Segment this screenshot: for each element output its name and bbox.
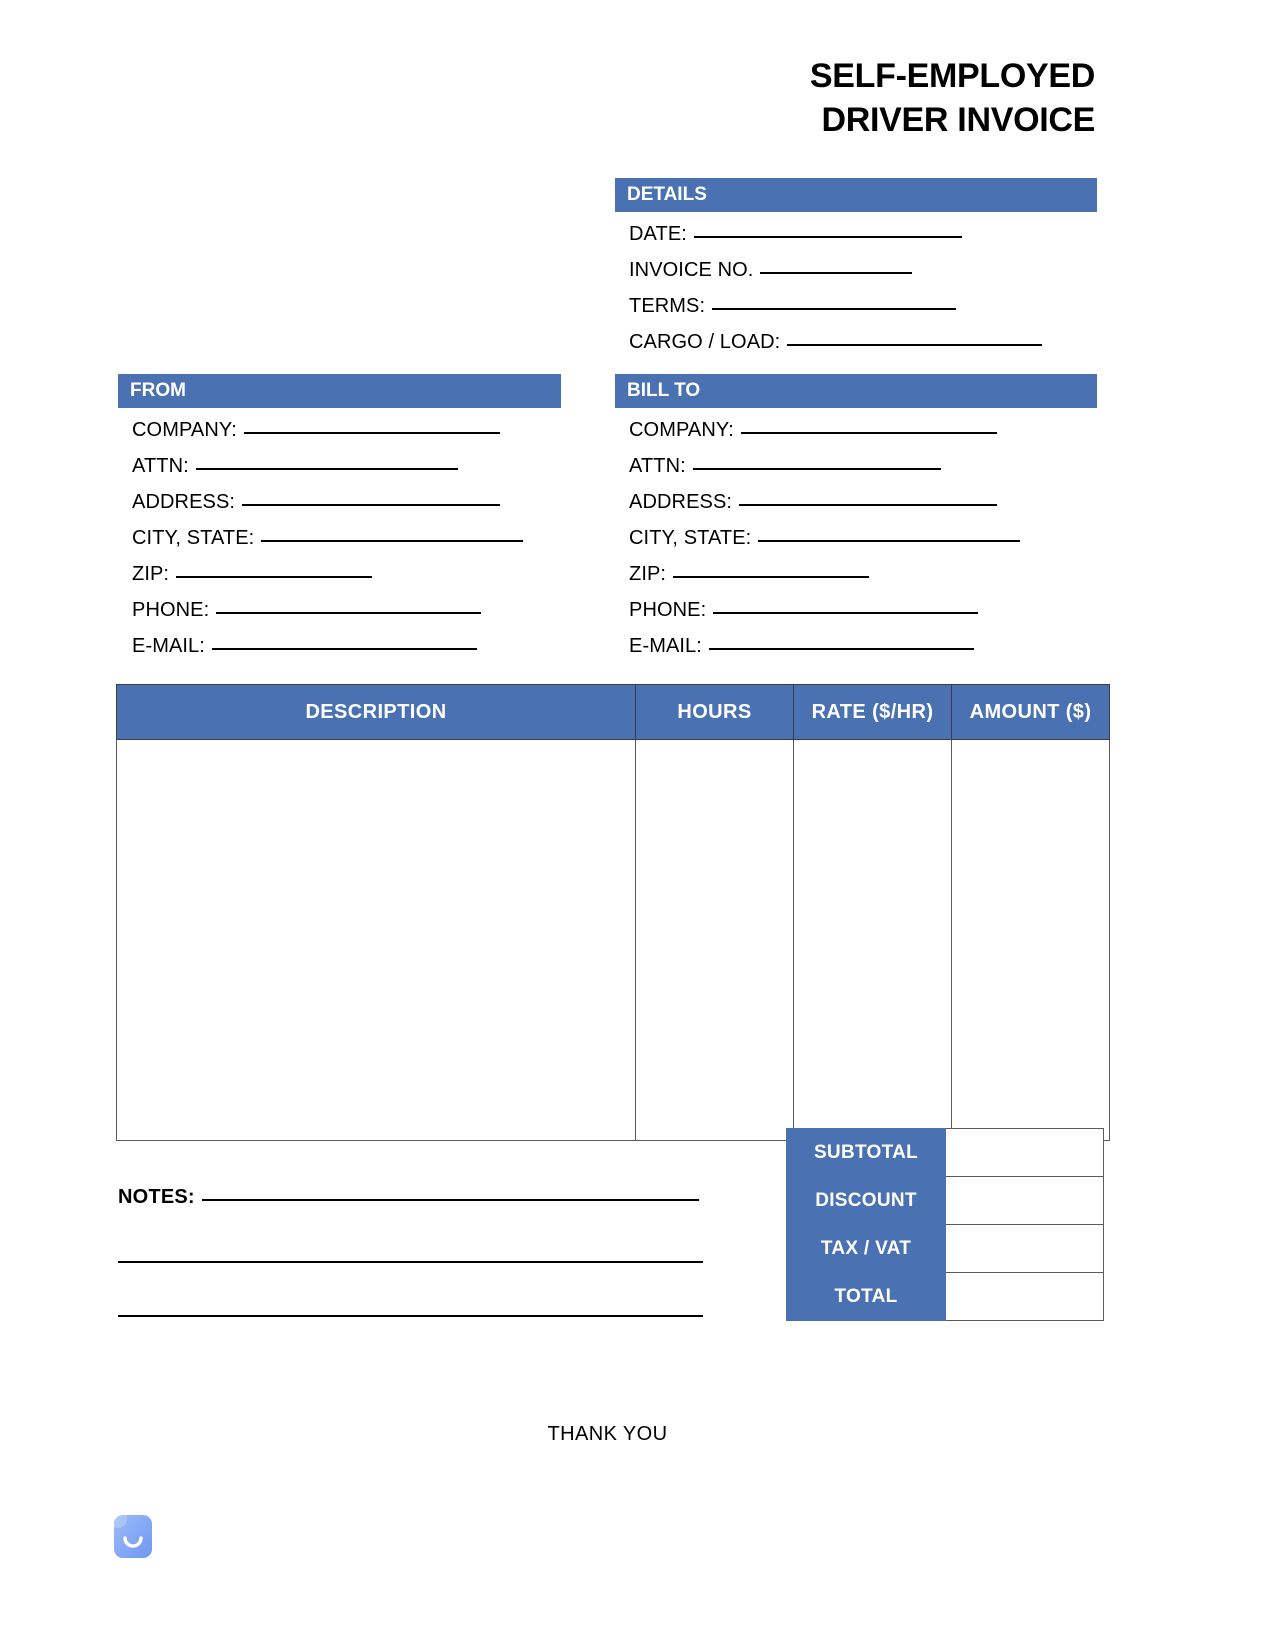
field-input-cargo-load[interactable] <box>787 344 1042 346</box>
bill-to-heading: BILL TO <box>615 374 1097 408</box>
line-items-entry-area <box>117 740 1110 1141</box>
bill-to-input-email[interactable] <box>709 648 974 650</box>
bill-to-field-phone <box>615 592 1097 628</box>
bill-to-label-zip: ZIP: <box>629 563 667 585</box>
line-items-table <box>116 684 1110 1141</box>
from-heading: FROM <box>118 374 561 408</box>
bill-to-label-email: E-MAIL: <box>629 635 702 657</box>
bill-to-input-attn[interactable] <box>693 468 941 470</box>
field-input-date[interactable] <box>694 236 962 238</box>
from-field-phone <box>118 592 561 628</box>
column-header-hours: HOURS <box>636 685 794 740</box>
field-terms <box>615 288 1097 324</box>
totals-label-discount: DISCOUNT <box>787 1177 946 1225</box>
cell-amount[interactable] <box>952 740 1110 1141</box>
field-invoice-no <box>615 252 1097 288</box>
cell-description[interactable] <box>117 740 636 1141</box>
totals-table <box>786 1128 1104 1321</box>
page-title <box>810 55 1095 142</box>
from-field-email <box>118 628 561 664</box>
line-items-header-row <box>117 685 1110 740</box>
notes-input-line-2[interactable] <box>118 1261 703 1263</box>
document-smile-logo-icon <box>112 1514 154 1560</box>
totals-label-tax-vat: TAX / VAT <box>787 1225 946 1273</box>
field-input-terms[interactable] <box>712 308 956 310</box>
from-field-city-state <box>118 520 561 556</box>
column-header-description: DESCRIPTION <box>117 685 636 740</box>
from-input-city-state[interactable] <box>261 540 523 542</box>
bill-to-input-phone[interactable] <box>713 612 978 614</box>
bill-to-input-zip[interactable] <box>673 576 869 578</box>
bill-to-section <box>615 374 1097 664</box>
column-header-rate: RATE ($/HR) <box>794 685 952 740</box>
from-section <box>118 374 561 664</box>
bill-to-input-city-state[interactable] <box>758 540 1020 542</box>
notes-label: NOTES: <box>118 1186 195 1208</box>
bill-to-label-company: COMPANY: <box>629 419 734 441</box>
totals-value-total[interactable] <box>946 1273 1104 1321</box>
bill-to-label-attn: ATTN: <box>629 455 686 477</box>
from-label-attn: ATTN: <box>132 455 189 477</box>
from-label-phone: PHONE: <box>132 599 210 621</box>
totals-row-tax-vat <box>787 1225 1104 1273</box>
from-label-address: ADDRESS: <box>132 491 236 513</box>
totals-row-discount <box>787 1177 1104 1225</box>
totals-label-subtotal: SUBTOTAL <box>787 1129 946 1177</box>
from-label-city-state: CITY, STATE: <box>132 527 255 549</box>
field-label-date: DATE: <box>629 223 687 245</box>
column-header-amount: AMOUNT ($) <box>952 685 1110 740</box>
notes-input-line-3[interactable] <box>118 1315 703 1317</box>
details-fields <box>615 216 1097 360</box>
bill-to-field-zip <box>615 556 1097 592</box>
from-label-zip: ZIP: <box>132 563 170 585</box>
bill-to-fields <box>615 412 1097 664</box>
title-line-2: DRIVER INVOICE <box>821 100 1095 139</box>
thank-you-text: THANK YOU <box>547 1423 668 1445</box>
from-field-address <box>118 484 561 520</box>
field-label-cargo-load: CARGO / LOAD: <box>629 331 781 353</box>
bill-to-field-company <box>615 412 1097 448</box>
details-heading: DETAILS <box>615 178 1097 212</box>
bill-to-field-attn <box>615 448 1097 484</box>
from-input-attn[interactable] <box>196 468 458 470</box>
details-section <box>615 178 1097 360</box>
totals-value-discount[interactable] <box>946 1177 1104 1225</box>
field-date <box>615 216 1097 252</box>
totals-value-subtotal[interactable] <box>946 1129 1104 1177</box>
totals-label-total: TOTAL <box>787 1273 946 1321</box>
totals-row-subtotal <box>787 1129 1104 1177</box>
bill-to-label-city-state: CITY, STATE: <box>629 527 752 549</box>
field-label-invoice-no: INVOICE NO. <box>629 259 754 281</box>
field-label-terms: TERMS: <box>629 295 706 317</box>
from-fields <box>118 412 561 664</box>
from-input-address[interactable] <box>242 504 500 506</box>
bill-to-field-address <box>615 484 1097 520</box>
from-field-attn <box>118 448 561 484</box>
bill-to-label-address: ADDRESS: <box>629 491 733 513</box>
from-input-phone[interactable] <box>216 612 481 614</box>
cell-hours[interactable] <box>636 740 794 1141</box>
from-input-zip[interactable] <box>176 576 372 578</box>
from-field-zip <box>118 556 561 592</box>
from-input-company[interactable] <box>244 432 500 434</box>
notes-input-line-1[interactable] <box>202 1199 699 1201</box>
notes-first-line <box>118 1180 718 1209</box>
from-field-company <box>118 412 561 448</box>
bill-to-field-city-state <box>615 520 1097 556</box>
bill-to-field-email <box>615 628 1097 664</box>
totals-row-total <box>787 1273 1104 1321</box>
bill-to-input-address[interactable] <box>739 504 997 506</box>
bill-to-label-phone: PHONE: <box>629 599 707 621</box>
field-cargo-load <box>615 324 1097 360</box>
from-label-email: E-MAIL: <box>132 635 205 657</box>
bill-to-input-company[interactable] <box>741 432 997 434</box>
totals-value-tax-vat[interactable] <box>946 1225 1104 1273</box>
field-input-invoice-no[interactable] <box>760 272 912 274</box>
cell-rate[interactable] <box>794 740 952 1141</box>
notes-section <box>118 1180 718 1317</box>
from-input-email[interactable] <box>212 648 477 650</box>
title-line-1: SELF-EMPLOYED <box>809 57 1095 95</box>
from-label-company: COMPANY: <box>132 419 237 441</box>
